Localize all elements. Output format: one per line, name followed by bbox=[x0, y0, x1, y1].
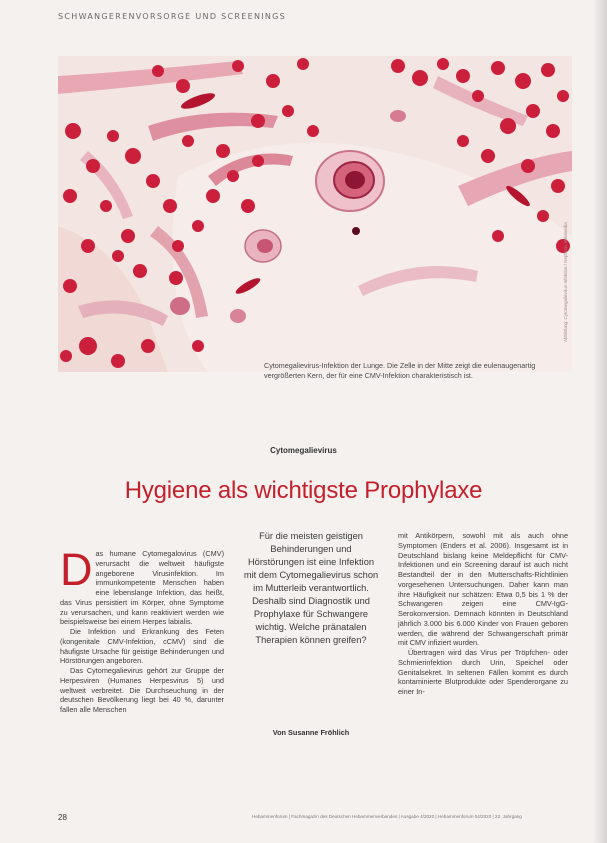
page-number: 28 bbox=[58, 813, 67, 822]
paragraph-intro-text: as humane Cytomegalovirus (CMV) verursacht die weltweit häufigste angeborene Virusinfektion. Im immunkompetente Menschen haben eine lebenslange Infektion, das heißt, das Virus persistiert im Körper, ohne Symptome zu verursachen, und kann reaktiviert werden wie beispielsweise bei einem Herpes labialis. bbox=[60, 549, 224, 627]
paragraph-5: Übertragen wird das Virus per Tröpfchen- oder Schmierinfektion durch Urin, Speichel oder Genitalsekret. In seltenen Fällen kommt es durch kontaminierte Blutprodukte oder Spenderorgane zu einer In- bbox=[398, 648, 568, 696]
paragraph-4: mit Antikörpern, sowohl mit als auch ohne Symptomen (Enders et al. 2006). Insgesamt ist in Deutschland bislang keine Meldepflicht für CMV-Infektionen und ein Screening darauf ist auch nicht Bestandteil der in den Mutterschafts-Richtlinien vorgesehenen Untersuchungen. Daher kann man ihre Häufigkeit nur schätzen: Etwa 0,5 bis 1 % der Schwangeren zeigen eine CMV-IgG-Serokonversion. Demnach könnten in Deutschland jährlich 3.000 bis 6.000 Kinder von Frauen geboren werden, die während der Schwangerschaft primär mit CMV infiziert wurden. bbox=[398, 531, 568, 648]
page-edge-shadow bbox=[593, 0, 607, 843]
micrograph-image bbox=[58, 56, 572, 372]
author-byline: Von Susanne Fröhlich bbox=[272, 728, 350, 737]
paragraph-2: Die Infektion und Erkrankung des Feten (kongenitale CMV-Infektion, cCMV) sind die häufigste Ursache für geistige Behinderungen und Hörstörungen angeboren. bbox=[60, 627, 224, 666]
article-kicker: Cytomegalievirus bbox=[270, 446, 337, 455]
page-footer: Hebammenforum | Fachmagazin des Deutschen Hebammenverbandes | Ausgabe 4/2020 | Hebammenforum 04/2020 | 22. Jahrgang bbox=[252, 814, 522, 819]
running-head: SCHWANGERENVORSORGE UND SCREENINGS bbox=[58, 12, 287, 21]
paragraph-3: Das Cytomegalievirus gehört zur Gruppe der Herpesviren (Humanes Herpesvirus 5) und weltweit verbreitet. Die Durchseuchung in der deutschen Bevölkerung liegt bei 40 %, darunter fallen alle Menschen bbox=[60, 666, 224, 714]
image-caption: Cytomegalievirus-Infektion der Lunge. Die Zelle in der Mitte zeigt die eulenaugenartig vergrößerten Kern, der für eine CMV-Infektion charakteristisch ist. bbox=[264, 361, 536, 380]
text-column-right bbox=[398, 531, 568, 697]
drop-cap: D bbox=[60, 544, 93, 595]
pull-quote: Für die meisten geistigen Behinderungen und Hörstörungen ist eine Infektion mit dem Cytomegalievirus schon im Mutterleib verantwortlich. Deshalb sind Diagnostik und Prophylaxe für Schwangere wichtig. Welche pränatalen Therapien können greifen? bbox=[243, 531, 379, 645]
paragraph-intro bbox=[60, 544, 224, 627]
article-headline: Hygiene als wichtigste Prophylaxe bbox=[124, 477, 483, 504]
photo-credit: Abbildung: Cytomegalievirus-Infektion / Nephron, Wikimedia bbox=[563, 222, 568, 342]
text-column-left bbox=[60, 544, 224, 715]
